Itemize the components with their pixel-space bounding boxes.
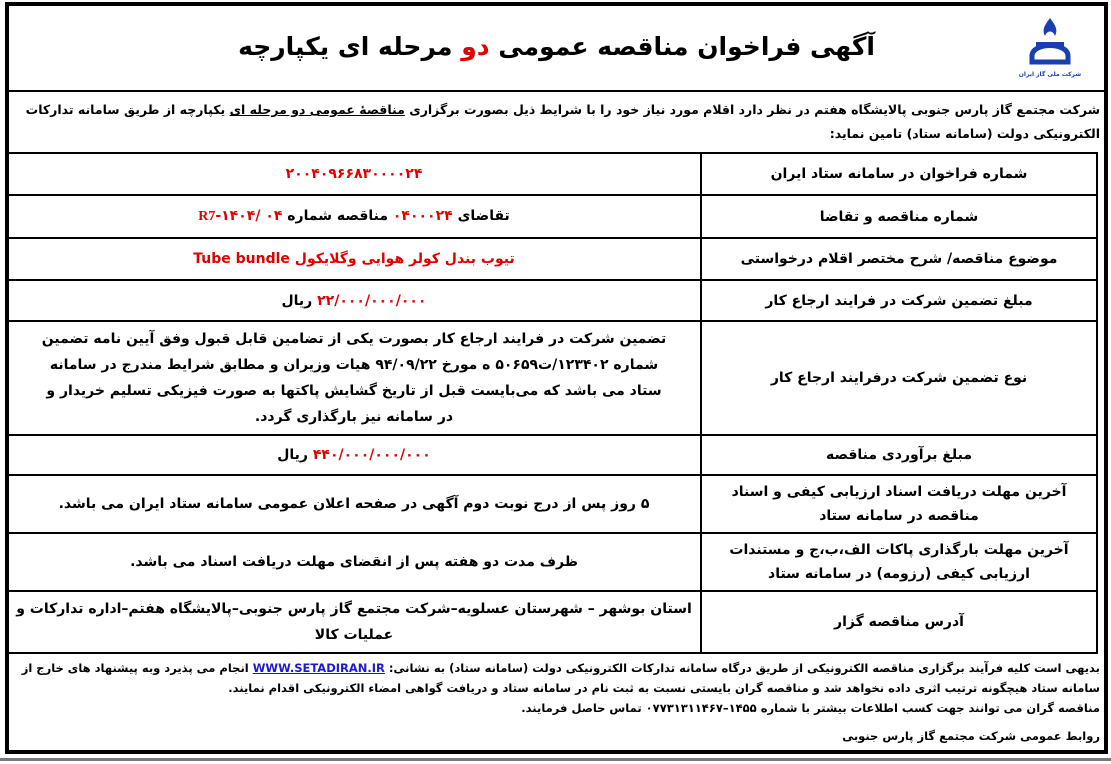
table-row: آخرین مهلت بارگذاری پاکات الف،ب،ج و مستندات ارزیابی کیفی (رزومه) در سامانه ستاد ظرف مدت دو هفته پس از انقضای مهلت دریافت اسناد می باشد. (7, 533, 1097, 591)
setadiran-link[interactable]: WWW.SETADIRAN.IR (252, 661, 385, 675)
table-row: شماره فراخوان در سامانه ستاد ایران ۲۰۰۴۰۹۶۶۸۳۰۰۰۰۲۴ (7, 153, 1097, 195)
divider (0, 758, 1111, 761)
signature: روابط عمومی شرکت مجتمع گاز پارس جنوبی (842, 729, 1100, 743)
contact-line: مناقصه گران می توانند جهت کسب اطلاعات بیشتر با شماره ۱۴۵۵–۰۷۷۳۱۳۱۱۴۶۷ تماس حاصل فرمایند. (521, 701, 1100, 715)
table-row: نوع تضمین شرکت درفرایند ارجاع کار تضمین شرکت در فرایند ارجاع کار بصورت یکی از تضامین قابل قبول وفق آیین نامه تضمین شماره ۱۲۳۴۰۲/ت۵۰۶۵۹ ه مورخ ۹۴/۰۹/۲۲ هیات وزیران و مطابق شرایط مندرج در سامانه ستاد می باشد که می‌بایست قبل از تاریخ گشایش پاکتها به صورت فیزیکی تسلیم خریدار و در سامانه نیز بارگذاری گردد. (7, 321, 1097, 435)
intro-paragraph: شرکت مجتمع گاز پارس جنوبی پالایشگاه هفتم در نظر دارد اقلام مورد نیاز خود را با شرایط ذیل بصورت برگزاری مناقصهٔ عمومی دو مرحله ای یکپارچه از طریق سامانه تدارکات الکترونیکی دولت (سامانه ستاد) تامین نماید: (25, 102, 1100, 141)
footer (9, 654, 1104, 750)
table-row: آدرس مناقصه گزار استان بوشهر – شهرستان عسلویه–شرکت مجتمع گاز پارس جنوبی–پالایشگاه هفتم–اداره تدارکات و عملیات کالا (7, 591, 1097, 653)
page-title: آگهی فراخوان مناقصه عمومی دو مرحله ای یکپارچه (238, 32, 875, 61)
notice (5, 2, 1108, 754)
footer-paragraph: بدیهی است کلیه فرآیند برگزاری مناقصه الکترونیکی از طریق درگاه سامانه تدارکات الکترونیکی دولت (سامانه ستاد) به نشانی: WWW.SETADIRAN.IR انجام می پذیرد وبه پیشنهاد های خارج از سامانه ستاد هیچگونه ترتیب اثری داده نخواهد شد و مناقصه گران بایستی نسبت به ثبت نام در سامانه ستاد و دریافت گواهی امضاء الکترونیکی اقدام نمایند. (21, 661, 1100, 695)
svg-text:شرکت ملی گاز ایران: شرکت ملی گاز ایران (1018, 71, 1082, 78)
table-row: موضوع مناقصه/ شرح مختصر اقلام درخواستی تیوب بندل کولر هوایی وگلایکول Tube bundle (7, 238, 1097, 280)
header (9, 6, 1104, 92)
table-row: مبلغ تضمین شرکت در فرایند ارجاع کار ۲۲/۰۰۰/۰۰۰/۰۰۰ ریال (7, 280, 1097, 321)
table-row: شماره مناقصه و تقاضا تقاضای ۰۴۰۰۰۲۴ مناقصه شماره ۰۴ /۱۴۰۴-R7 (7, 195, 1097, 238)
table-row: آخرین مهلت دریافت اسناد ارزیابی کیفی و اسناد مناقصه در سامانه ستاد ۵ روز پس از درج نوبت دوم آگهی در صفحه اعلان عمومی سامانه ستاد ایران می باشد. (7, 475, 1097, 533)
nigc-logo-icon (1010, 12, 1090, 86)
table-row: مبلغ برآوردی مناقصه ۴۴۰/۰۰۰/۰۰۰/۰۰۰ ریال (7, 435, 1097, 475)
tender-table (6, 152, 1098, 654)
